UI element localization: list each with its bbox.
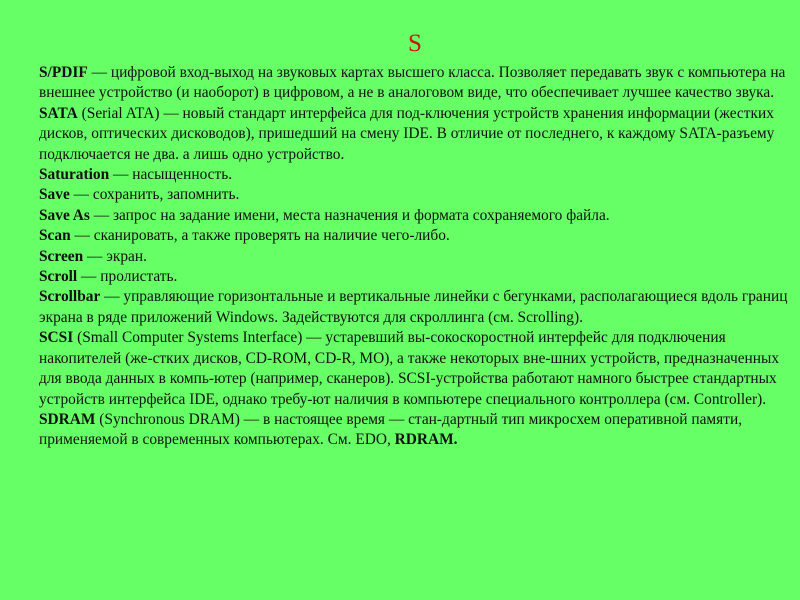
glossary-entry-scrollbar: [39, 287, 794, 328]
entry-definition: (Synchronous DRAM) — в настоящее время — стан-дартный тип микросхем оперативной памяти, применяемой в современных компьютерах. См. EDO,: [39, 410, 743, 449]
entry-definition: (Small Computer Systems Interface) — устаревший вы-сокоскоростной интерфейс для подключения накопителей (же-стких дисков, CD-ROM, CD-R, МО), а также некоторых вне-шних устройств, предназначенных для ввода данных в компь-ютер (например, сканеров). SCSI-устройства работают намного быстрее стандартных устройств интерфейса IDE, однако требу-ют наличия в компьютере специального контроллера (см. Controller).: [39, 329, 780, 408]
entry-definition: — насыщенность.: [109, 166, 233, 184]
cross-reference-term: RDRAM.: [394, 431, 458, 449]
entry-definition: — экран.: [83, 247, 147, 265]
glossary-entry-scan: [39, 226, 794, 246]
glossary-list: [39, 63, 794, 451]
entry-term: S/PDIF: [39, 64, 88, 81]
glossary-entry-sata: [39, 104, 794, 165]
entry-definition: — сканировать, а также проверять на наличие чего-либо.: [70, 227, 450, 245]
entry-term: SDRAM: [39, 410, 96, 428]
entry-term: Scrollbar: [39, 288, 101, 306]
glossary-entry-scroll: [39, 267, 794, 287]
glossary-entry-sdram: [39, 410, 794, 451]
entry-term: Saturation: [39, 166, 110, 184]
glossary-entry-screen: [39, 247, 794, 267]
entry-definition: — управляющие горизонтальные и вертикальные линейки с бегунками, располагающиеся вдоль границ экрана в ряде приложений Windows. Задействуются для скроллинга (см. Scrolling).: [39, 288, 788, 326]
entry-definition: — пролистать.: [77, 268, 178, 286]
letter-heading: S: [408, 30, 422, 57]
entry-definition: — сохранить, запомнить.: [69, 186, 240, 204]
entry-term: SATA: [39, 104, 78, 122]
glossary-entry-spdif: [39, 63, 794, 104]
entry-term: Save As: [39, 206, 90, 224]
glossary-entry-save: [39, 185, 794, 205]
glossary-entry-save-as: [39, 206, 794, 226]
entry-definition: (Serial ATA) — новый стандарт интерфейса для под-ключения устройств хранения информации (жестких дисков, оптических дисководов), пришедший на смену IDE. В отличие от последнего, к каждому SATA-разъему подключается не два. а лишь одно устройство.: [39, 104, 775, 163]
glossary-entry-scsi: [39, 328, 794, 410]
entry-definition: — цифровой вход-выход на звуковых картах высшего класса. Позволяет передавать звук с компьютера на внешнее устройство (и наоборот) в цифровом, а не в аналоговом виде, что обеспечивает лучшее качество звука.: [39, 64, 786, 102]
glossary-entry-saturation: [39, 165, 794, 185]
entry-term: Scan: [39, 227, 71, 245]
entry-term: Screen: [39, 247, 84, 265]
entry-term: SCSI: [39, 329, 74, 347]
entry-term: Scroll: [39, 268, 78, 286]
entry-term: Save: [39, 186, 70, 204]
entry-definition: — запрос на задание имени, места назначения и формата сохраняемого файла.: [89, 206, 610, 224]
